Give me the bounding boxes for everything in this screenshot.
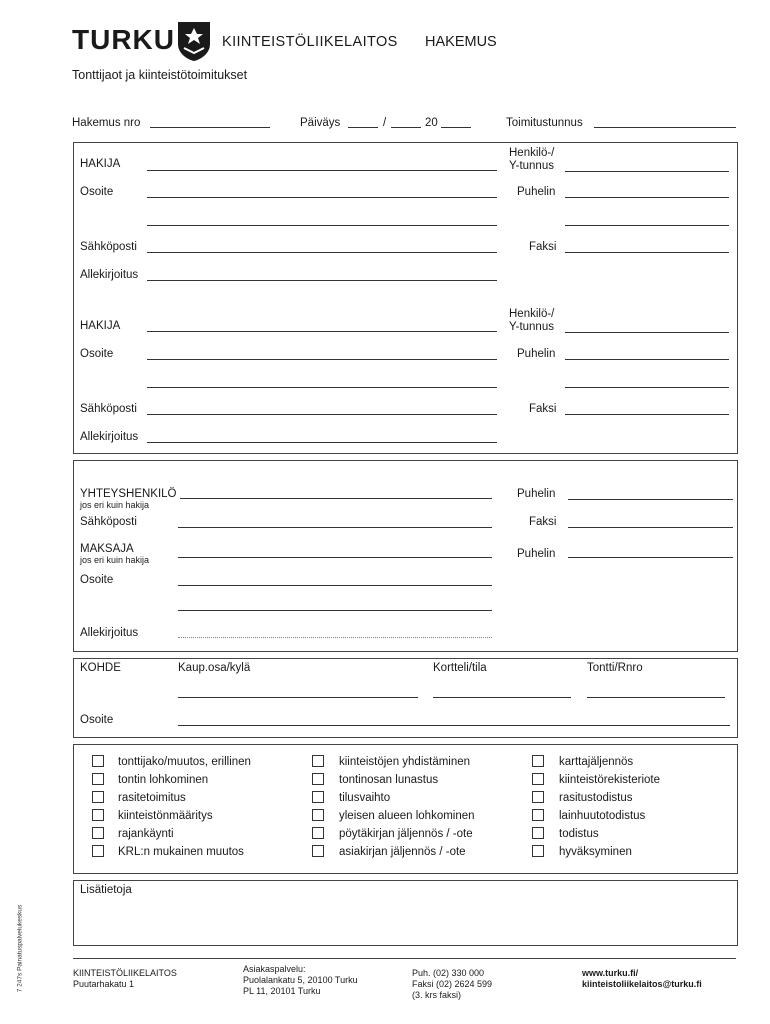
year-prefix: 20 [425, 117, 438, 129]
plot-field[interactable] [587, 697, 725, 698]
footer-service-title: Asiakaspalvelu: [243, 964, 306, 974]
option-label-2-4: yleisen alueen lohkominen [339, 810, 475, 822]
footer-street: Puutarhakatu 1 [73, 979, 135, 989]
block-label: Kortteli/tila [433, 662, 487, 674]
applicant-2-fax-label: Faksi [529, 403, 557, 415]
footer-website[interactable]: www.turku.fi/ [582, 968, 639, 978]
applicant-2-signature-field[interactable] [147, 442, 497, 443]
option-checkbox-2-2[interactable] [312, 773, 324, 785]
applicant-1-phone-label: Puhelin [517, 186, 556, 198]
contact-phone-label: Puhelin [517, 488, 556, 500]
footer-service-address-1: Puolalankatu 5, 20100 Turku [243, 975, 358, 985]
option-label-3-3: rasitustodistus [559, 792, 633, 804]
payer-address-field-2[interactable] [178, 610, 492, 611]
footer-fax-note: (3. krs faksi) [412, 990, 462, 1000]
option-checkbox-3-4[interactable] [532, 809, 544, 821]
target-address-label: Osoite [80, 714, 114, 726]
applicant-2-email-label: Sähköposti [80, 403, 137, 415]
contact-phone-field[interactable] [568, 499, 733, 500]
option-label-2-2: tontinosan lunastus [339, 774, 439, 786]
payer-phone-label: Puhelin [517, 548, 556, 560]
applicant-2-address-field-2[interactable] [147, 387, 497, 388]
date-day-field[interactable] [348, 127, 378, 128]
applicant-2-signature-label: Allekirjoitus [80, 431, 139, 443]
side-print-code: 7 247s Painatuspalvelukeskus [16, 904, 24, 993]
applicant-2-address-label: Osoite [80, 348, 114, 360]
target-label: KOHDE [80, 662, 121, 674]
city-name: TURKU [72, 24, 175, 55]
date-separator: / [383, 117, 387, 129]
option-label-1-6: KRL:n mukainen muutos [118, 846, 244, 858]
option-label-2-3: tilusvaihto [339, 792, 391, 804]
applicant-1-email-label: Sähköposti [80, 241, 137, 253]
applicant-1-phone-field[interactable] [565, 197, 729, 198]
contact-fax-field[interactable] [568, 527, 733, 528]
option-checkbox-1-6[interactable] [92, 845, 104, 857]
contact-fax-label: Faksi [529, 516, 557, 528]
applicant-1-address-label: Osoite [80, 186, 114, 198]
option-checkbox-1-5[interactable] [92, 827, 104, 839]
applicant-2-id-label-line1: Henkilö-/ [509, 308, 555, 320]
option-checkbox-2-5[interactable] [312, 827, 324, 839]
applicant-1-email-field[interactable] [147, 252, 497, 253]
extra-info-section[interactable] [73, 880, 738, 946]
option-checkbox-1-1[interactable] [92, 755, 104, 767]
extra-info-label: Lisätietoja [80, 884, 132, 896]
option-checkbox-2-3[interactable] [312, 791, 324, 803]
applicant-2-phone-field-2[interactable] [565, 387, 729, 388]
contact-person-field[interactable] [180, 498, 492, 499]
option-checkbox-2-6[interactable] [312, 845, 324, 857]
applicant-2-id-label-line2: Y-tunnus [509, 321, 554, 333]
delivery-code-label: Toimitustunnus [506, 117, 583, 129]
applicant-1-label: HAKIJA [80, 158, 121, 170]
applicant-1-id-label-line1: Henkilö-/ [509, 147, 555, 159]
document-type: HAKEMUS [425, 34, 497, 50]
option-checkbox-2-1[interactable] [312, 755, 324, 767]
date-month-field[interactable] [391, 127, 421, 128]
payer-field[interactable] [178, 557, 492, 558]
applicant-2-id-field[interactable] [565, 332, 729, 333]
payer-note: jos eri kuin hakija [80, 555, 150, 565]
option-label-1-2: tontin lohkominen [118, 774, 209, 786]
applicant-2-email-field[interactable] [147, 414, 497, 415]
payer-address-label: Osoite [80, 574, 114, 586]
applicant-1-address-field[interactable] [147, 197, 497, 198]
municipality-label: Kaup.osa/kylä [178, 662, 251, 674]
application-number-label: Hakemus nro [72, 117, 141, 129]
applicant-1-fax-field[interactable] [565, 252, 729, 253]
applicant-2-address-field[interactable] [147, 359, 497, 360]
option-checkbox-2-4[interactable] [312, 809, 324, 821]
block-field[interactable] [433, 697, 571, 698]
option-label-2-1: kiinteistöjen yhdistäminen [339, 756, 471, 768]
footer-email[interactable]: kiinteistoliikelaitos@turku.fi [582, 979, 702, 989]
option-label-2-6: asiakirjan jäljennös / -ote [339, 846, 466, 858]
option-checkbox-1-2[interactable] [92, 773, 104, 785]
option-label-1-5: rajankäynti [118, 828, 174, 840]
option-label-3-6: hyväksyminen [559, 846, 632, 858]
option-label-1-3: rasitetoimitus [118, 792, 186, 804]
applicant-1-phone-field-2[interactable] [565, 225, 729, 226]
option-checkbox-3-6[interactable] [532, 845, 544, 857]
payer-address-field[interactable] [178, 585, 492, 586]
payer-signature-field[interactable] [178, 637, 492, 638]
option-label-1-4: kiinteistönmääritys [118, 810, 213, 822]
applicant-2-phone-label: Puhelin [517, 348, 556, 360]
option-checkbox-3-5[interactable] [532, 827, 544, 839]
applicant-1-name-field[interactable] [147, 170, 497, 171]
date-label: Päiväys [300, 117, 341, 129]
option-label-2-5: pöytäkirjan jäljennös / -ote [339, 828, 473, 840]
applicants-section [73, 142, 738, 454]
applicant-1-signature-label: Allekirjoitus [80, 269, 139, 281]
department-name: KIINTEISTÖLIIKELAITOS [222, 34, 398, 50]
option-checkbox-1-3[interactable] [92, 791, 104, 803]
option-checkbox-3-2[interactable] [532, 773, 544, 785]
footer-fax: Faksi (02) 2624 599 [412, 979, 493, 989]
option-label-1-1: tonttijako/muutos, erillinen [118, 756, 251, 768]
applicant-1-id-label-line2: Y-tunnus [509, 160, 554, 172]
contact-email-label: Sähköposti [80, 516, 137, 528]
contact-email-field[interactable] [178, 527, 492, 528]
footer-service-address-2: PL 11, 20101 Turku [243, 986, 321, 996]
payer-label: MAKSAJA [80, 543, 134, 555]
delivery-code-field[interactable] [594, 127, 736, 128]
contact-person-label: YHTEYSHENKILÖ [80, 488, 177, 500]
applicant-1-address-field-2[interactable] [147, 225, 497, 226]
applicant-2-phone-field[interactable] [565, 359, 729, 360]
date-year-field[interactable] [441, 127, 471, 128]
document-subtitle: Tonttijaot ja kiinteistötoimitukset [72, 68, 248, 82]
payer-phone-field[interactable] [568, 557, 733, 558]
applicant-2-name-field[interactable] [147, 331, 497, 332]
option-label-3-5: todistus [559, 828, 599, 840]
footer-org: KIINTEISTÖLIIKELAITOS [73, 968, 177, 978]
option-label-3-1: karttajäljennös [559, 756, 634, 768]
applicant-1-id-field[interactable] [565, 171, 729, 172]
contact-person-note: jos eri kuin hakija [80, 500, 150, 510]
application-number-field[interactable] [150, 127, 270, 128]
option-label-3-2: kiinteistörekisteriote [559, 774, 660, 786]
plot-label: Tontti/Rnro [587, 662, 643, 674]
footer-phone: Puh. (02) 330 000 [412, 968, 485, 978]
footer-divider [73, 958, 736, 959]
option-checkbox-3-3[interactable] [532, 791, 544, 803]
option-checkbox-1-4[interactable] [92, 809, 104, 821]
target-address-field[interactable] [178, 725, 730, 726]
municipality-field[interactable] [178, 697, 418, 698]
payer-signature-label: Allekirjoitus [80, 627, 139, 639]
applicant-1-fax-label: Faksi [529, 241, 557, 253]
option-label-3-4: lainhuutotodistus [559, 810, 646, 822]
applicant-2-fax-field[interactable] [565, 414, 729, 415]
city-coat-of-arms [176, 20, 212, 62]
applicant-1-signature-field[interactable] [147, 280, 497, 281]
applicant-2-label: HAKIJA [80, 320, 121, 332]
option-checkbox-3-1[interactable] [532, 755, 544, 767]
